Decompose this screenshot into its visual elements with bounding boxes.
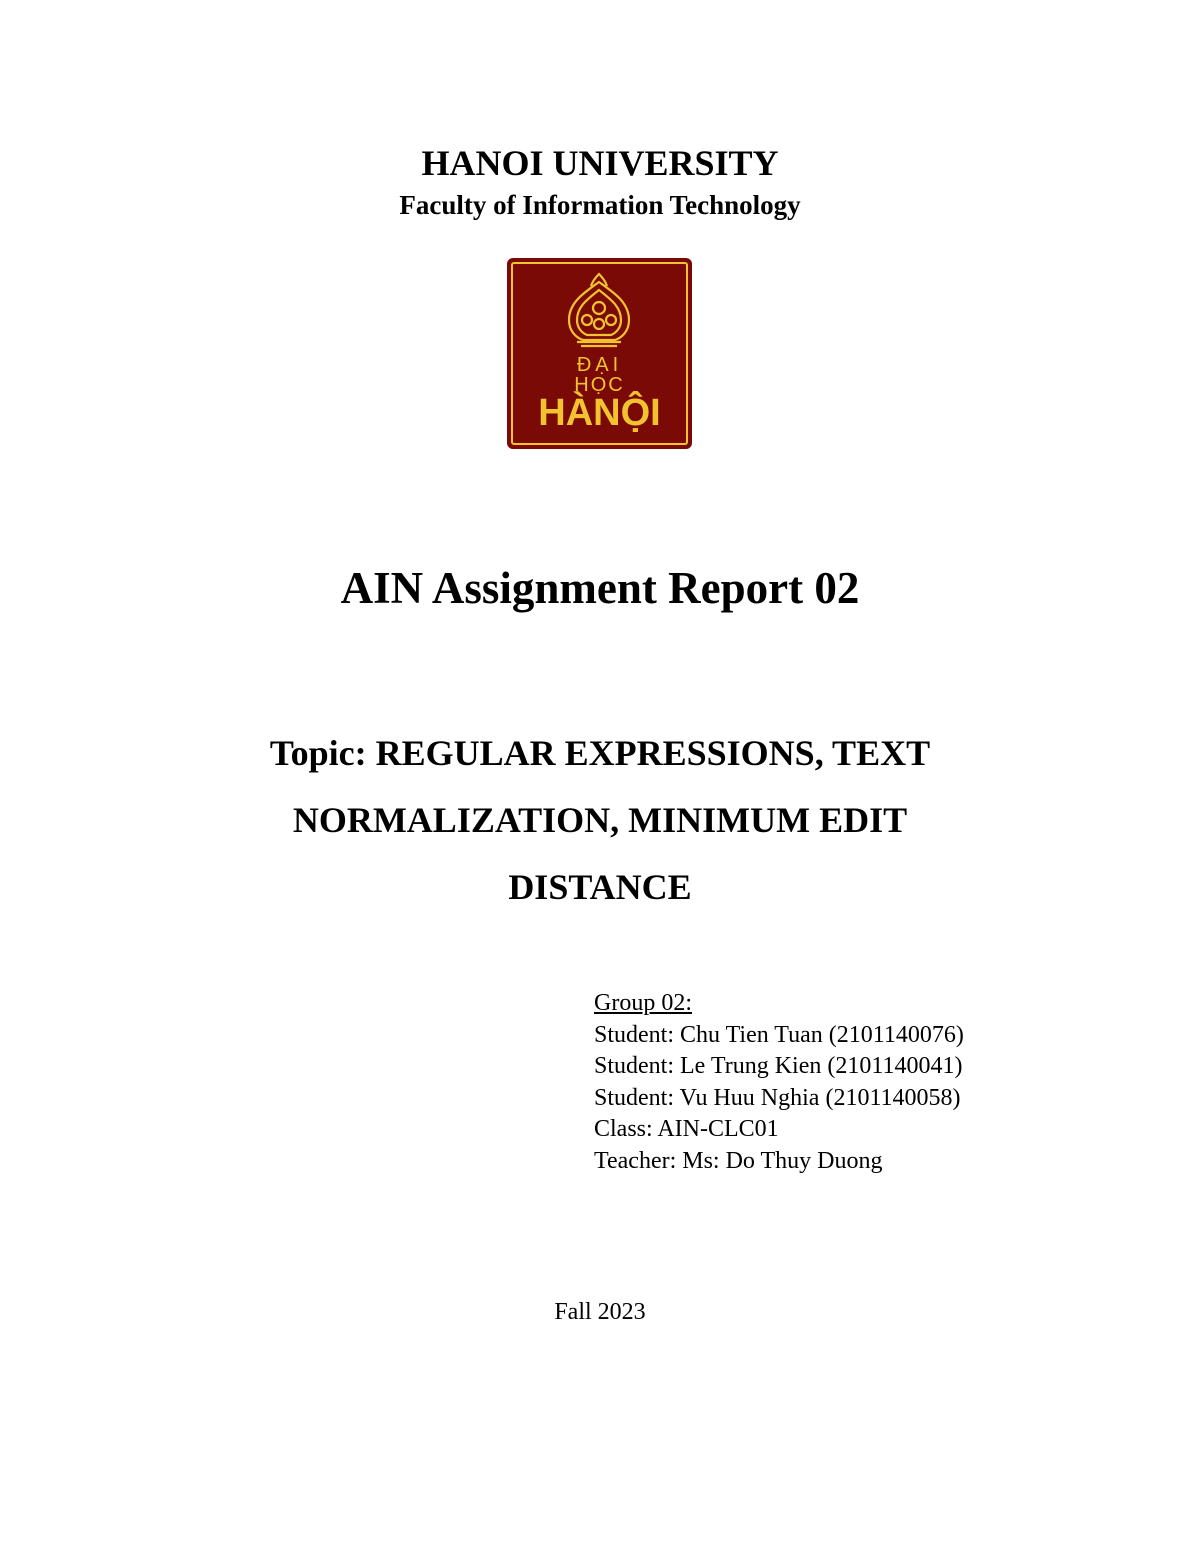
group-info (594, 988, 964, 1177)
student-1: Student: Chu Tien Tuan (2101140076) (594, 1021, 964, 1048)
topic-line-2: NORMALIZATION, MINIMUM EDIT (292, 800, 908, 840)
logo-text-dai: ĐẠI (576, 354, 623, 376)
logo-text-hoc: HỌC (574, 374, 625, 396)
logo-text-hanoi: HÀNỘI (538, 392, 661, 434)
topic-heading (0, 720, 1200, 921)
student-3: Student: Vu Huu Nghia (2101140058) (594, 1084, 961, 1111)
teacher-info: Teacher: Ms: Do Thuy Duong (594, 1147, 883, 1174)
class-info: Class: AIN-CLC01 (594, 1116, 779, 1142)
report-title: AIN Assignment Report 02 (340, 563, 860, 613)
student-2: Student: Le Trung Kien (2101140041) (594, 1053, 963, 1079)
faculty-name: Faculty of Information Technology (399, 190, 801, 220)
university-logo (507, 258, 692, 449)
term: Fall 2023 (554, 1299, 646, 1325)
university-name: HANOI UNIVERSITY (421, 143, 779, 183)
topic-line-1: Topic: REGULAR EXPRESSIONS, TEXT (269, 733, 931, 773)
topic-line-3: DISTANCE (508, 867, 692, 907)
group-label: Group 02: (594, 990, 692, 1016)
